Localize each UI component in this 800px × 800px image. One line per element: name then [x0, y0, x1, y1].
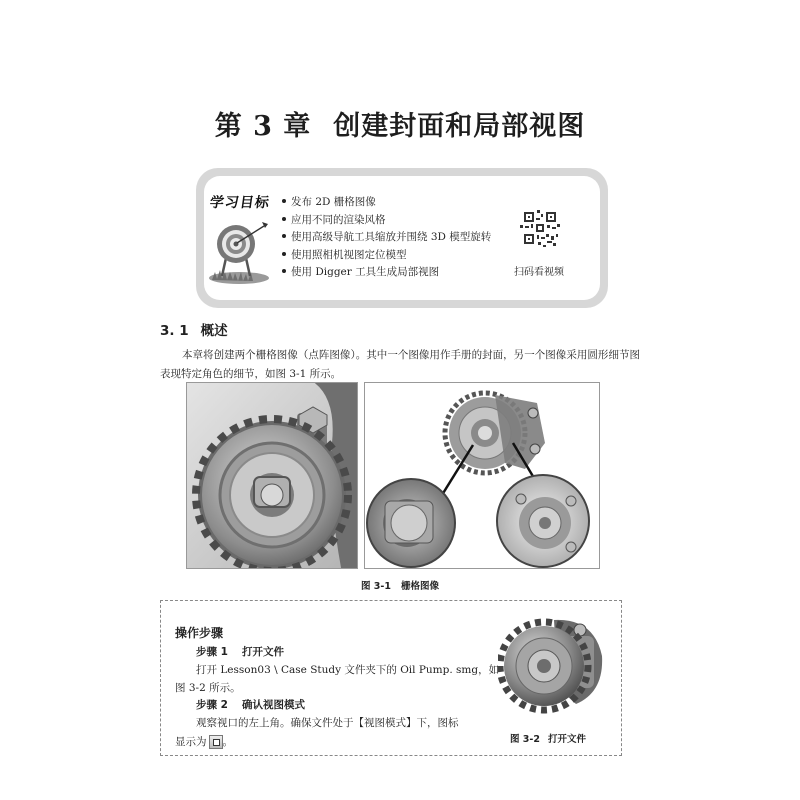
- chapter-name: 创建封面和局部视图: [333, 111, 586, 142]
- qr-caption: 扫码看视频: [514, 267, 564, 278]
- chapter-number: 第 3 章: [214, 111, 312, 142]
- steps-title: 操作步骤: [175, 626, 224, 640]
- objective-item: 使用照相机视图定位模型: [282, 247, 491, 265]
- section-title: 概述: [200, 323, 228, 339]
- view-mode-icon: [209, 735, 223, 749]
- target-illustration: [206, 214, 272, 286]
- figure1-caption: 图 3-1 栅格图像: [361, 581, 439, 592]
- objectives-label: 学习目标: [208, 195, 271, 211]
- objective-item: 使用 Digger 工具生成局部视图: [282, 264, 491, 282]
- section-number: 3. 1: [160, 323, 189, 339]
- pump-detail-image: [364, 382, 600, 569]
- step2-line2: 显示为 。: [175, 736, 233, 748]
- step1-line1: 打开 Lesson03 \ Case Study 文件夹下的 Oil Pump. smg，如: [196, 664, 500, 676]
- gear-closeup-image: [186, 382, 358, 569]
- qr-code-icon[interactable]: [516, 204, 564, 252]
- objective-item: 使用高级导航工具缩放并围绕 3D 模型旋转: [282, 229, 491, 247]
- step1-heading: 步骤 1 打开文件: [196, 646, 284, 658]
- bullet-icon: [282, 252, 286, 256]
- step2-heading: 步骤 2 确认视图模式: [196, 699, 305, 711]
- step1-line2: 图 3-2 所示。: [175, 682, 241, 694]
- bullet-icon: [282, 269, 286, 273]
- section-paragraph: 本章将创建两个栅格图像（点阵图像）。其中一个图像用作手册的封面，另一个图像采用圆形细节图表现特定角色的细节，如图 3-1 所示。: [160, 349, 640, 380]
- oil-pump-image: [498, 608, 606, 718]
- bullet-icon: [282, 199, 286, 203]
- bullet-icon: [282, 217, 286, 221]
- objectives-list: [282, 194, 491, 282]
- objective-item: 发布 2D 栅格图像: [282, 194, 491, 212]
- bullet-icon: [282, 234, 286, 238]
- figure2-caption: 图 3-2 打开文件: [510, 734, 586, 745]
- objective-item: 应用不同的渲染风格: [282, 212, 491, 230]
- section-heading: [160, 319, 228, 339]
- step2-line1: 观察视口的左上角。确保文件处于【视图模式】下，图标: [196, 717, 459, 729]
- chapter-title: [0, 104, 800, 143]
